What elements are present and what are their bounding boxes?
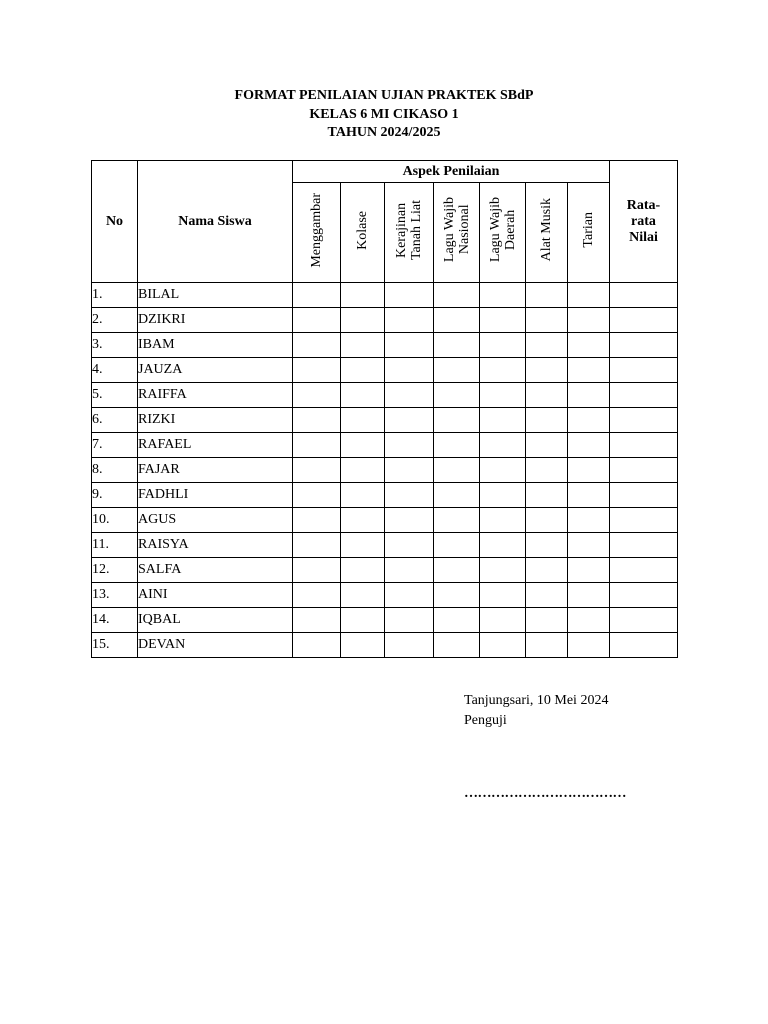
table-row	[92, 558, 678, 583]
score-cell	[293, 433, 341, 458]
score-cell	[480, 508, 526, 533]
score-cell	[434, 308, 480, 333]
row-number: 7.	[92, 433, 138, 458]
student-name: AINI	[138, 583, 293, 608]
average-cell	[610, 408, 678, 433]
row-number: 11.	[92, 533, 138, 558]
header-rata-line2: rata	[631, 213, 656, 229]
score-cell	[293, 608, 341, 633]
score-cell	[434, 283, 480, 308]
score-cell	[434, 383, 480, 408]
score-cell	[341, 558, 385, 583]
average-cell	[610, 483, 678, 508]
student-name: RAISYA	[138, 533, 293, 558]
score-cell	[341, 508, 385, 533]
average-cell	[610, 383, 678, 408]
score-cell	[526, 458, 568, 483]
aspek-label-line1: Lagu Wajib	[487, 197, 503, 263]
title-line-2: KELAS 6 MI CIKASO 1	[309, 106, 459, 122]
student-name: AGUS	[138, 508, 293, 533]
score-cell	[341, 533, 385, 558]
title-line-1: FORMAT PENILAIAN UJIAN PRAKTEK SBdP	[234, 88, 534, 103]
score-cell	[385, 383, 434, 408]
score-cell	[385, 583, 434, 608]
score-cell	[568, 333, 610, 358]
row-number: 9.	[92, 483, 138, 508]
aspek-label	[355, 211, 370, 250]
assessment-table	[91, 160, 678, 658]
score-cell	[341, 433, 385, 458]
score-cell	[385, 433, 434, 458]
signature-role: Penguji	[464, 713, 507, 728]
aspek-label-line1: Lagu Wajib	[441, 197, 457, 263]
score-cell	[385, 408, 434, 433]
score-cell	[341, 308, 385, 333]
table-row	[92, 433, 678, 458]
row-number: 14.	[92, 608, 138, 633]
row-number: 12.	[92, 558, 138, 583]
score-cell	[568, 633, 610, 658]
student-name: FADHLI	[138, 483, 293, 508]
average-cell	[610, 533, 678, 558]
student-name: FAJAR	[138, 458, 293, 483]
row-number: 1.	[92, 283, 138, 308]
score-cell	[568, 558, 610, 583]
score-cell	[526, 533, 568, 558]
signature-line: ………………………………	[464, 786, 626, 801]
score-cell	[385, 508, 434, 533]
average-cell	[610, 508, 678, 533]
score-cell	[568, 583, 610, 608]
row-number: 8.	[92, 458, 138, 483]
aspek-label	[394, 200, 424, 260]
score-cell	[568, 383, 610, 408]
row-number: 2.	[92, 308, 138, 333]
average-cell	[610, 358, 678, 383]
score-cell	[385, 458, 434, 483]
student-name: IBAM	[138, 333, 293, 358]
score-cell	[568, 458, 610, 483]
score-cell	[341, 358, 385, 383]
header-rata-rata-nilai	[610, 161, 678, 283]
score-cell	[434, 583, 480, 608]
score-cell	[480, 408, 526, 433]
header-aspek-5	[526, 183, 568, 283]
score-cell	[526, 383, 568, 408]
aspek-label-line2: Nasional	[456, 205, 472, 255]
table-row	[92, 533, 678, 558]
score-cell	[526, 433, 568, 458]
score-cell	[293, 458, 341, 483]
aspek-label	[309, 193, 324, 268]
score-cell	[526, 608, 568, 633]
row-number: 13.	[92, 583, 138, 608]
score-cell	[434, 608, 480, 633]
row-number: 10.	[92, 508, 138, 533]
table-row	[92, 408, 678, 433]
score-cell	[385, 533, 434, 558]
student-name: DZIKRI	[138, 308, 293, 333]
score-cell	[480, 633, 526, 658]
score-cell	[293, 333, 341, 358]
score-cell	[385, 608, 434, 633]
score-cell	[341, 408, 385, 433]
score-cell	[293, 408, 341, 433]
table-row	[92, 458, 678, 483]
table-row	[92, 383, 678, 408]
score-cell	[434, 408, 480, 433]
score-cell	[568, 433, 610, 458]
average-cell	[610, 433, 678, 458]
score-cell	[293, 308, 341, 333]
score-cell	[568, 533, 610, 558]
score-cell	[293, 508, 341, 533]
score-cell	[480, 483, 526, 508]
header-aspek-0	[293, 183, 341, 283]
score-cell	[434, 508, 480, 533]
table-row	[92, 283, 678, 308]
score-cell	[568, 508, 610, 533]
score-cell	[434, 358, 480, 383]
score-cell	[434, 558, 480, 583]
score-cell	[568, 408, 610, 433]
average-cell	[610, 608, 678, 633]
score-cell	[434, 633, 480, 658]
score-cell	[526, 408, 568, 433]
score-cell	[526, 508, 568, 533]
header-no: No	[92, 161, 138, 283]
header-aspek-1	[341, 183, 385, 283]
aspek-label-line1: Menggambar	[309, 192, 324, 268]
score-cell	[568, 483, 610, 508]
score-cell	[434, 458, 480, 483]
score-cell	[293, 383, 341, 408]
header-aspek-3	[434, 183, 480, 283]
title-line-3: TAHUN 2024/2025	[327, 125, 441, 140]
score-cell	[526, 308, 568, 333]
score-cell	[293, 358, 341, 383]
aspek-label-line2: Tanah Liat	[409, 199, 424, 261]
score-cell	[434, 433, 480, 458]
score-cell	[434, 483, 480, 508]
table-row	[92, 483, 678, 508]
score-cell	[341, 633, 385, 658]
student-name: JAUZA	[138, 358, 293, 383]
score-cell	[341, 458, 385, 483]
average-cell	[610, 458, 678, 483]
header-aspek-6	[568, 183, 610, 283]
header-rata-line1: Rata-	[626, 197, 661, 213]
student-name: SALFA	[138, 558, 293, 583]
average-cell	[610, 633, 678, 658]
score-cell	[568, 283, 610, 308]
score-cell	[568, 308, 610, 333]
table-row	[92, 308, 678, 333]
table-row	[92, 508, 678, 533]
score-cell	[293, 533, 341, 558]
score-cell	[526, 558, 568, 583]
score-cell	[480, 608, 526, 633]
header-aspek-penilaian: Aspek Penilaian	[293, 161, 610, 183]
aspek-label-line2: Daerah	[502, 209, 518, 251]
score-cell	[526, 483, 568, 508]
table-row	[92, 608, 678, 633]
header-rata-line3: Nilai	[629, 229, 658, 245]
average-cell	[610, 583, 678, 608]
score-cell	[385, 333, 434, 358]
student-name: RIZKI	[138, 408, 293, 433]
score-cell	[480, 558, 526, 583]
row-number: 5.	[92, 383, 138, 408]
table-row	[92, 583, 678, 608]
score-cell	[385, 633, 434, 658]
document-title	[0, 87, 768, 143]
student-name: IQBAL	[138, 608, 293, 633]
score-cell	[385, 558, 434, 583]
aspek-label	[581, 212, 596, 248]
score-cell	[526, 358, 568, 383]
row-number: 15.	[92, 633, 138, 658]
average-cell	[610, 308, 678, 333]
row-number: 6.	[92, 408, 138, 433]
average-cell	[610, 333, 678, 358]
aspek-label	[539, 198, 554, 261]
student-name: RAFAEL	[138, 433, 293, 458]
score-cell	[480, 308, 526, 333]
average-cell	[610, 283, 678, 308]
score-cell	[480, 458, 526, 483]
score-cell	[341, 283, 385, 308]
score-cell	[480, 433, 526, 458]
header-aspek-4	[480, 183, 526, 283]
score-cell	[568, 608, 610, 633]
score-cell	[293, 583, 341, 608]
score-cell	[385, 483, 434, 508]
score-cell	[341, 483, 385, 508]
score-cell	[480, 358, 526, 383]
header-nama-siswa: Nama Siswa	[138, 161, 293, 283]
score-cell	[385, 358, 434, 383]
score-cell	[385, 283, 434, 308]
aspek-label-line1: Alat Musik	[539, 198, 554, 262]
score-cell	[480, 333, 526, 358]
score-cell	[385, 308, 434, 333]
score-cell	[526, 583, 568, 608]
score-cell	[293, 283, 341, 308]
score-cell	[480, 383, 526, 408]
table-row	[92, 358, 678, 383]
score-cell	[480, 283, 526, 308]
student-name: RAIFFA	[138, 383, 293, 408]
row-number: 3.	[92, 333, 138, 358]
score-cell	[341, 583, 385, 608]
score-cell	[480, 533, 526, 558]
table-row	[92, 633, 678, 658]
score-cell	[526, 283, 568, 308]
header-aspek-2	[385, 183, 434, 283]
signature-place-date: Tanjungsari, 10 Mei 2024	[464, 693, 609, 708]
aspek-label-line1: Kolase	[355, 210, 370, 250]
score-cell	[526, 633, 568, 658]
score-cell	[434, 533, 480, 558]
score-cell	[341, 333, 385, 358]
score-cell	[480, 583, 526, 608]
score-cell	[526, 333, 568, 358]
table-row	[92, 333, 678, 358]
row-number: 4.	[92, 358, 138, 383]
score-cell	[434, 333, 480, 358]
score-cell	[341, 608, 385, 633]
aspek-label	[442, 197, 472, 262]
score-cell	[341, 383, 385, 408]
score-cell	[293, 633, 341, 658]
table-body	[92, 283, 678, 658]
score-cell	[568, 358, 610, 383]
aspek-label	[488, 197, 518, 262]
aspek-label-line1: Kerajinan	[394, 202, 409, 258]
student-name: DEVAN	[138, 633, 293, 658]
student-name: BILAL	[138, 283, 293, 308]
score-cell	[293, 558, 341, 583]
average-cell	[610, 558, 678, 583]
aspek-label-line1: Tarian	[581, 212, 596, 248]
score-cell	[293, 483, 341, 508]
